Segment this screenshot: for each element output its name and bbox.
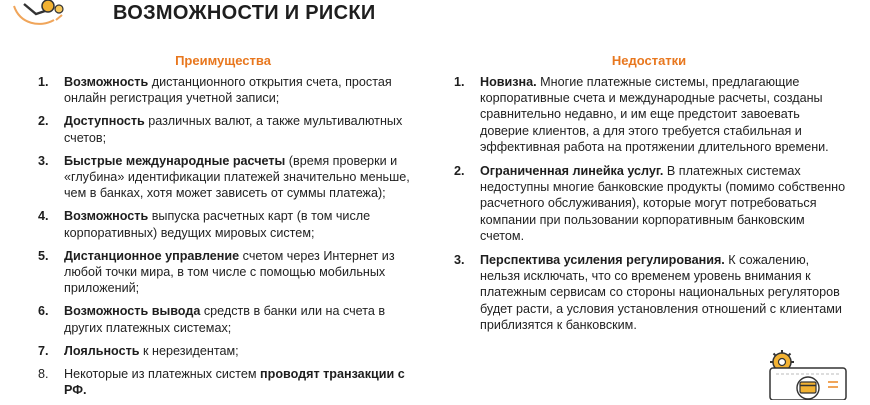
page-title: ВОЗМОЖНОСТИ И РИСКИ — [113, 2, 376, 24]
item-bold: Перспектива усиления регулирования. — [480, 253, 725, 268]
advantages-list — [38, 74, 410, 405]
item-bold: Возможность — [64, 75, 149, 89]
item-number: 4. — [38, 209, 49, 224]
item-body: Многие платежные системы, предлагающие корпоративные счета и международные расчеты, созданы сравнительно недавно, и им еще предстоит завоевать доверие клиентов, а для этого требуется стабильная и эффективная работа на протяжении длительного времени. — [480, 75, 829, 154]
item-text — [480, 163, 846, 244]
item-body: выпуска расчетных карт (в том числе корпоративных) ведущих мировых систем; — [64, 209, 371, 240]
list-item — [454, 74, 846, 155]
item-number: 1. — [38, 75, 49, 89]
item-bold: Возможность — [64, 209, 149, 224]
item-body: (время проверки и «глубина» идентификации платежей значительно меньше, чем в банках, хотя может зависеть от суммы платежа); — [64, 153, 410, 201]
item-number: 2. — [454, 164, 465, 179]
item-number: 6. — [38, 304, 49, 319]
item-text — [64, 153, 410, 202]
list-item — [38, 153, 410, 202]
item-number: 1. — [454, 75, 465, 89]
list-item — [38, 343, 410, 359]
item-bold: Ограниченная линейка услуг. — [480, 164, 664, 179]
item-bold: Доступность — [64, 114, 145, 129]
item-number: 3. — [38, 153, 49, 168]
item-body: к нерезидентам; — [139, 343, 239, 358]
item-body: Некоторые из платежных систем — [64, 367, 261, 382]
item-body: счетом через Интернет из любой точки мира, в том числе с помощью мобильных приложений; — [64, 248, 395, 296]
disadvantages-list — [454, 74, 846, 341]
item-number: 8. — [38, 367, 49, 382]
item-bold: Дистанционное управление — [64, 248, 240, 263]
item-bold: Быстрые международные расчеты — [64, 153, 286, 168]
item-body: К сожалению, нельзя исключать, что со временем уровень внимания к платежным сервисам со стороны национальных регуляторов будет расти, а условия установления отношений с клиентами приблизятся к банковским. — [480, 253, 842, 332]
advantages-heading: Преимущества — [175, 53, 271, 68]
item-number: 5. — [38, 248, 49, 263]
item-bold: Возможность вывода — [64, 304, 201, 319]
item-text — [64, 303, 410, 335]
list-item — [38, 248, 410, 297]
list-item — [454, 163, 846, 244]
item-bold: Лояльность — [64, 343, 140, 358]
item-body: средств в банки или на счета в других платежных системах; — [64, 304, 386, 335]
item-text — [64, 366, 410, 398]
item-bold: проводят транзакции с РФ. — [64, 367, 405, 398]
item-text — [64, 74, 410, 106]
hand-coins-icon — [10, 0, 70, 32]
payment-card-gear-icon — [762, 346, 852, 400]
list-item — [454, 252, 846, 333]
item-bold: Новизна. — [480, 75, 537, 89]
list-item — [38, 74, 410, 106]
item-text — [64, 113, 410, 145]
item-text — [64, 208, 410, 240]
item-body: В платежных системах недоступны многие банковские продукты (помимо собственно расчетного обслуживания), которые могут потребоваться компании при пользовании корпоративным банковским счетом. — [480, 164, 846, 243]
item-number: 7. — [38, 343, 49, 358]
list-item — [38, 303, 410, 335]
item-text — [480, 74, 846, 155]
disadvantages-heading: Недостатки — [611, 53, 687, 68]
item-number: 3. — [454, 253, 465, 268]
item-text — [64, 343, 410, 359]
item-body: дистанционного открытия счета, простая онлайн регистрация учетной записи; — [64, 75, 392, 106]
item-number: 2. — [38, 114, 49, 129]
item-text — [64, 248, 410, 297]
list-item — [38, 208, 410, 240]
item-body: различных валют, а также мультивалютных счетов; — [64, 114, 403, 145]
list-item — [38, 366, 410, 398]
item-text — [480, 252, 846, 333]
list-item — [38, 113, 410, 145]
